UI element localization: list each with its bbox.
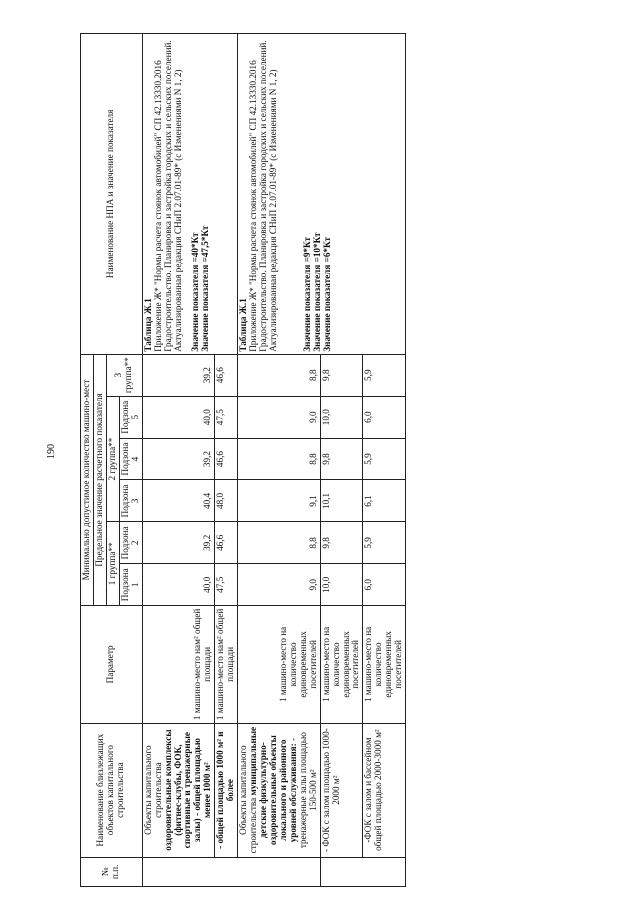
header-group-3: 3 группа** bbox=[106, 354, 142, 396]
header-parameter: Параметр bbox=[81, 606, 143, 723]
block2-row2-name: - ФОК с залом площадью 1000-2000 м² bbox=[320, 723, 363, 857]
cell-value: 9,0 bbox=[238, 564, 321, 606]
cell-value: 6,0 bbox=[363, 564, 406, 606]
header-number: № п.п. bbox=[81, 857, 143, 886]
block1-row2-param: 1 машино-место нам² общей площади bbox=[215, 606, 238, 723]
cell-value: 6,1 bbox=[363, 480, 406, 522]
block1-row1-name: - общей площадью менее 1000 м² bbox=[192, 738, 213, 819]
cell-value: 46,6 bbox=[215, 438, 238, 480]
cell-value: 8,8 bbox=[238, 438, 321, 480]
cell-value: 48,0 bbox=[215, 480, 238, 522]
cell-value: 10,0 bbox=[320, 564, 363, 606]
cell-value: 8,8 bbox=[238, 522, 321, 564]
cell-value: 9,8 bbox=[320, 354, 363, 396]
header-zone-2: Подзона 2 bbox=[119, 522, 142, 564]
cell-value: 9,0 bbox=[238, 396, 321, 438]
block1-row2-name: - общей площадью 1000 м² и более bbox=[215, 723, 238, 857]
header-npa: Наименование НПА и значение показателя bbox=[81, 34, 143, 355]
table-row bbox=[238, 34, 321, 887]
block2-title: Объекты капитального строительства муниципальные детские физкультурно-оздоровительные объекты локального и районного уровней обслуживания: - тренажерные залы площадью 150-500 м² bbox=[238, 723, 321, 857]
header-limit-value: Предельное значение расчетного показателя bbox=[93, 354, 106, 606]
header-zone-1: Подзона 1 bbox=[119, 564, 142, 606]
cell-value: 40,4 bbox=[142, 480, 215, 522]
cell-value: 5,9 bbox=[363, 522, 406, 564]
cell-value: 46,6 bbox=[215, 522, 238, 564]
block1-npa: Таблица Ж.1 Приложение Ж* "Нормы расчета стоянок автомобилей" СП 42.13330.2016 Градостроительство. Планировка и застройка городских и сельских поселений. Актуализированная редакция СНиП 2.07.01-89* (с Изменениями N 1, 2) Значение показателя =40*Кт Значение показателя =47,5*Кт bbox=[142, 34, 237, 355]
cell-value: 39,2 bbox=[142, 438, 215, 480]
cell-value: 40,0 bbox=[142, 564, 215, 606]
header-group-2: 2 группа** bbox=[106, 396, 119, 522]
cell-value: 9,1 bbox=[238, 480, 321, 522]
header-group-1: 1 группа** bbox=[106, 522, 119, 606]
block2-row3-param: 1 машино-место на количество единовременных посетителей bbox=[363, 606, 406, 723]
cell-value: 6,0 bbox=[363, 396, 406, 438]
cell-value: 40,0 bbox=[142, 396, 215, 438]
block2-npa: Таблица Ж.1 Приложение Ж* "Нормы расчета стоянок автомобилей" СП 42.13330.2016 Градостроительство. Планировка и застройка городских и сельских поселений. Актуализированная редакция СНиП 2.07.01-89* (с Изменениями N 1, 2) Значение показателя =9*Кт Значение показателя =10*Кт Значение показателя =6*Кт bbox=[238, 34, 406, 355]
parking-norms-table bbox=[80, 33, 406, 887]
cell-value: 46,6 bbox=[215, 354, 238, 396]
cell-value: 39,2 bbox=[142, 354, 215, 396]
cell-value: 9,8 bbox=[320, 522, 363, 564]
header-object-name: Наименование близлежащих объектов капитального строительства bbox=[81, 723, 143, 857]
rotated-table-container bbox=[80, 33, 606, 887]
table-row bbox=[142, 34, 215, 887]
cell-value: 10,0 bbox=[320, 396, 363, 438]
block2-row1-param: 1 машино-место на количество единовременных посетителей bbox=[238, 606, 321, 723]
cell-value: 47,5 bbox=[215, 564, 238, 606]
cell-value: 39,2 bbox=[142, 522, 215, 564]
block1-title: Объекты капитального строительства оздоровительные комплексы (фитнес-клубы, ФОК, спортивные и тренажерные залы) - общей площадью менее 1000 м² bbox=[142, 723, 215, 857]
header-min-parking: Минимально допустимое количество машино-мест bbox=[81, 354, 94, 606]
block2-row1-name: - тренажерные залы площадью 150-500 м² bbox=[287, 732, 318, 849]
page-number: 190 bbox=[46, 444, 57, 459]
cell-value: 8,8 bbox=[238, 354, 321, 396]
header-zone-4: Подзона 4 bbox=[119, 438, 142, 480]
cell-value: 9,8 bbox=[320, 438, 363, 480]
cell-value: 5,9 bbox=[363, 354, 406, 396]
header-zone-3: Подзона 3 bbox=[119, 480, 142, 522]
cell-value: 47,5 bbox=[215, 396, 238, 438]
block2-row2-param: 1 машино-место на количество единовременных посетителей bbox=[320, 606, 363, 723]
block2-row3-name: -ФОК с залом и бассейном общей площадью 2000-3000 м² bbox=[363, 723, 406, 857]
header-zone-5: Подзона 5 bbox=[119, 396, 142, 438]
cell-value: 10,1 bbox=[320, 480, 363, 522]
cell-value: 5,9 bbox=[363, 438, 406, 480]
block1-row1-param: 1 машино-место нам² общей площади bbox=[142, 606, 215, 723]
